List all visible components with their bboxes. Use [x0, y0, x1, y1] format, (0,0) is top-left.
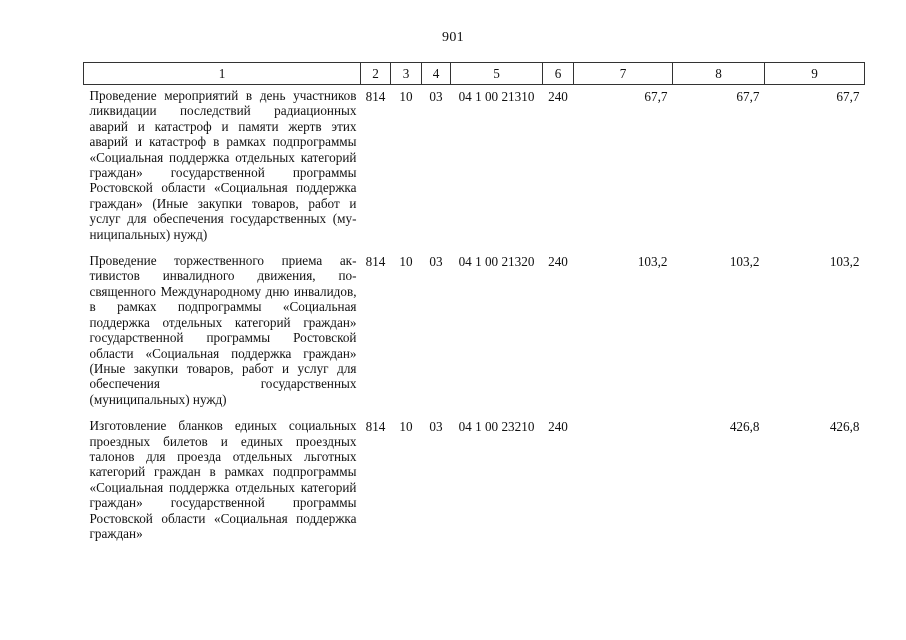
cell-ministry: 814 — [365, 254, 386, 270]
cell-amount-col9: 426,8 — [829, 419, 860, 435]
cell-amount-col8: 426,8 — [729, 419, 760, 435]
cell-amount-col9: 103,2 — [829, 254, 860, 270]
row-description-text: Проведение торжественного приема активистов инвалидного движения, посвященного Международному дню инвалидов, в рамках подпрограммы «Социальная поддержка отдельных категорий граждан» государственной программы Ростовской области «Социальная поддержка граждан» (Иные закупки товаров, работ и услуг для обеспечения государственных (муниципальных) нужд) — [89, 253, 357, 407]
cell-expense-type: 240 — [548, 254, 568, 270]
cell-amount-col7 — [574, 415, 673, 549]
cell-section: 10 — [399, 419, 413, 435]
budget-table — [83, 62, 865, 549]
cell-amount-col9: 67,7 — [836, 89, 860, 104]
row-description — [84, 415, 361, 549]
row-description — [84, 85, 361, 251]
cell-expense-type: 240 — [548, 419, 568, 435]
header-col-7: 7 — [574, 63, 673, 85]
row-description — [84, 250, 361, 415]
header-col-6: 6 — [543, 63, 574, 85]
cell-subsection: 03 — [429, 89, 443, 104]
table-row — [84, 415, 865, 549]
cell-amount-col8: 67,7 — [736, 89, 760, 104]
table-row — [84, 250, 865, 415]
cell-section: 10 — [399, 89, 413, 104]
cell-amount-col7: 103,2 — [637, 254, 668, 270]
header-col-2: 2 — [361, 63, 391, 85]
table-row — [84, 85, 865, 251]
page-number: 901 — [442, 30, 464, 45]
cell-amount-col8: 103,2 — [729, 254, 760, 270]
header-row — [84, 63, 865, 85]
header-col-9: 9 — [765, 63, 865, 85]
cell-subsection: 03 — [429, 254, 443, 270]
cell-amount-col7: 67,7 — [644, 89, 668, 104]
cell-target-article: 04 1 00 21320 — [458, 254, 535, 270]
cell-subsection: 03 — [429, 419, 443, 435]
cell-ministry: 814 — [365, 89, 386, 104]
cell-expense-type: 240 — [548, 89, 568, 104]
header-col-5: 5 — [451, 63, 543, 85]
header-col-4: 4 — [422, 63, 451, 85]
cell-target-article: 04 1 00 21310 — [458, 89, 535, 104]
cell-target-article: 04 1 00 23210 — [458, 419, 535, 435]
header-col-3: 3 — [391, 63, 422, 85]
cell-section: 10 — [399, 254, 413, 270]
row-description-text: Проведение мероприятий в день участников ликвидации последствий радиационных аварий и катастроф и памяти жертв этих аварий и катастроф в рамках подпрограммы «Социальная поддержка отдельных категорий граждан» государственной программы Ростовской области «Социальная поддержка граждан» (Иные закупки товаров, работ и услуг для обеспечения государственных (муниципальных) нужд) — [89, 88, 357, 242]
header-col-8: 8 — [673, 63, 765, 85]
cell-ministry: 814 — [365, 419, 386, 435]
header-col-1: 1 — [84, 63, 361, 85]
row-description-text: Изготовление бланков единых социальных проездных билетов и единых проездных талонов для проезда отдельных льготных категорий граждан в рамках подпрограммы «Социальная поддержка отдельных категорий граждан» государственной программы Ростовской области «Социальная поддержка граждан» — [89, 418, 357, 541]
